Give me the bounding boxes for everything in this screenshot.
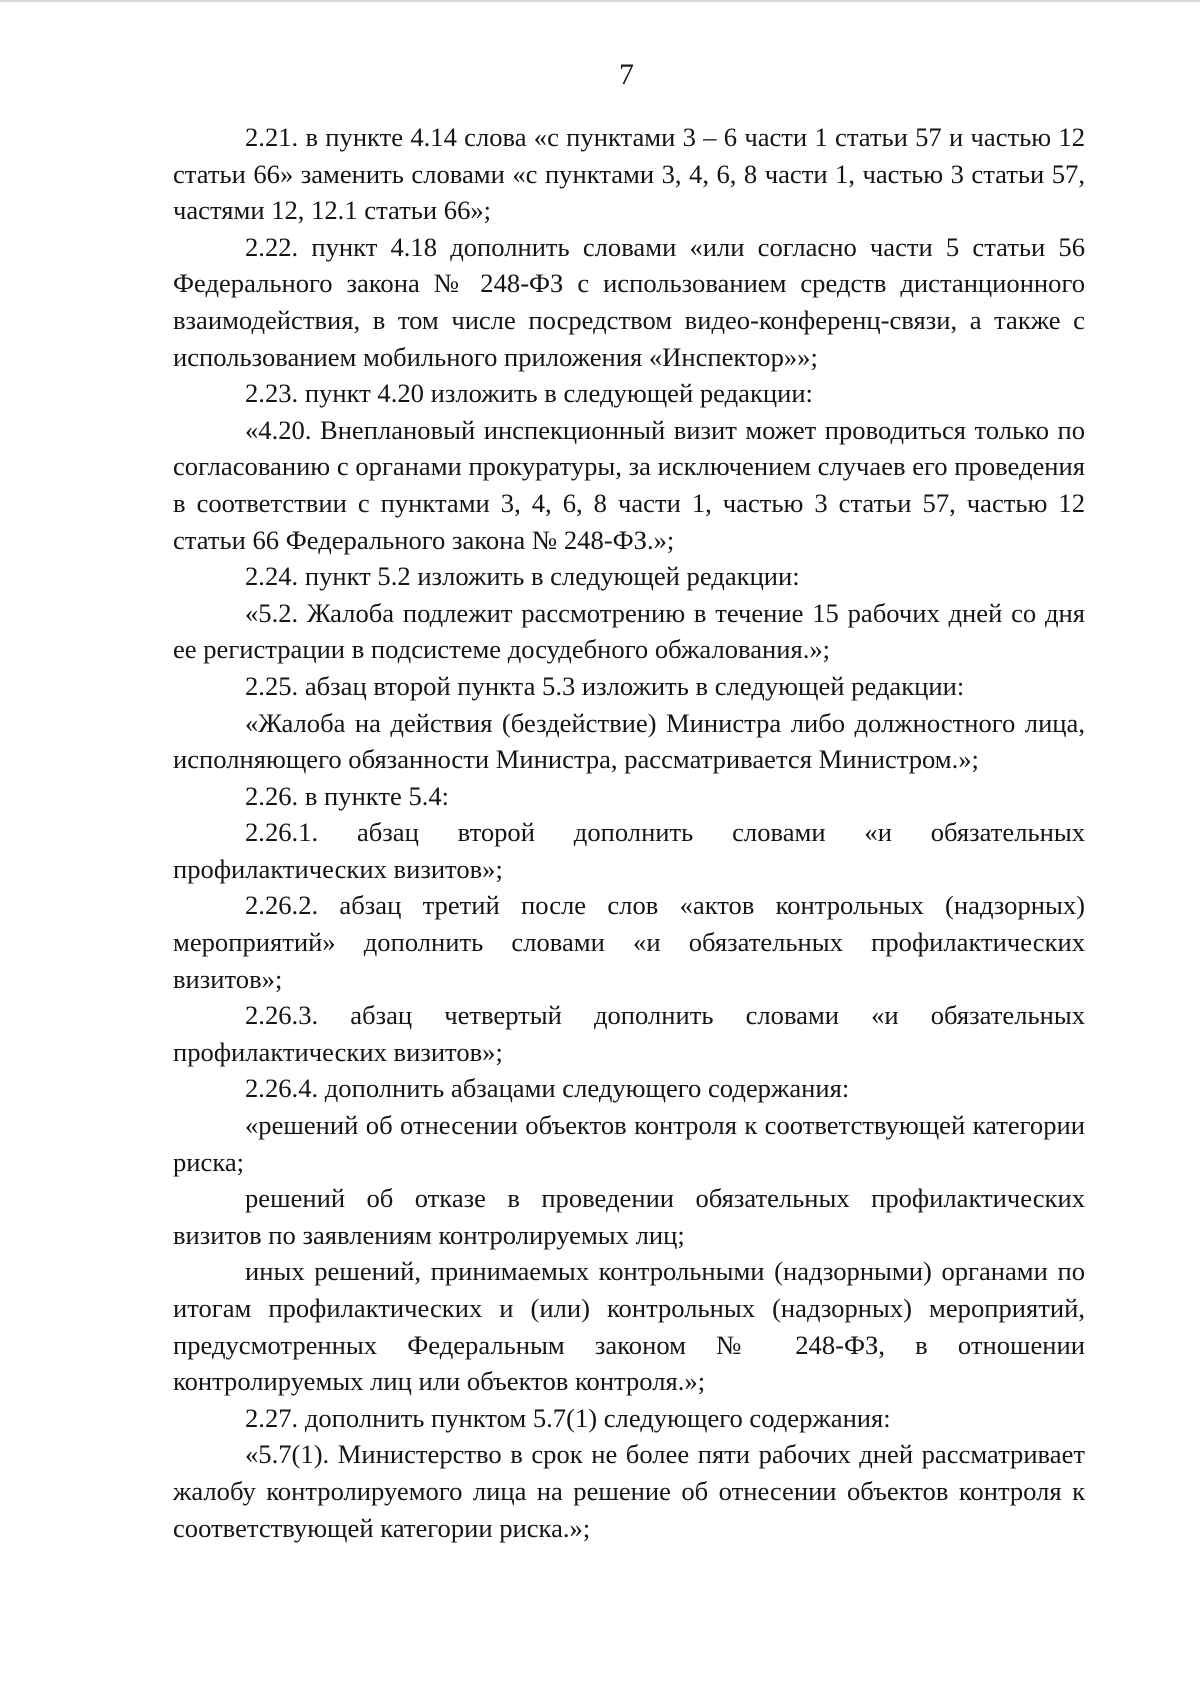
paragraph-5-3-text: «Жалоба на действия (бездействие) Министра либо должностного лица, исполняющего обязанности Министра, рассматривается Министром.»; (173, 707, 1085, 775)
paragraph-5-2-text: «5.2. Жалоба подлежит рассмотрению в течение 15 рабочих дней со дня ее регистрации в подсистеме досудебного обжалования.»; (173, 597, 1085, 665)
paragraph-2-22: 2.22. пункт 4.18 дополнить словами «или согласно части 5 статьи 56 Федерального закона № 248-ФЗ с использованием средств дистанционного взаимодействия, в том числе посредством видео-конференц-связи, а также с использованием мобильного приложения «Инспектор»»; (173, 231, 1085, 372)
paragraph-2-25: 2.25. абзац второй пункта 5.3 изложить в следующей редакции: (245, 670, 965, 701)
paragraph-new-3: иных решений, принимаемых контрольными (надзорными) органами по итогам профилактических и (или) контрольных (надзорных) мероприятий, предусмотренных Федеральным законом № 248-ФЗ, в отношении контролируемых лиц или объектов контроля.»; (173, 1256, 1085, 1397)
paragraph-new-1: «решений об отнесении объектов контроля к соответствующей категории риска; (173, 1110, 1085, 1177)
paragraph-2-27: 2.27. дополнить пунктом 5.7(1) следующего содержания: (245, 1402, 891, 1433)
paragraph-5-7-1-text: «5.7(1). Министерство в срок не более пяти рабочих дней рассматривает жалобу контролируемого лица на решение об отнесении объектов контроля к соответствующей категории риска.»; (173, 1439, 1085, 1543)
scan-edge-line (0, 0, 1200, 2)
paragraph-2-26-3: 2.26.3. абзац четвертый дополнить словами «и обязательных профилактических визитов»; (173, 1000, 1085, 1067)
paragraph-2-26-1: 2.26.1. абзац второй дополнить словами «и обязательных профилактических визитов»; (173, 817, 1085, 884)
paragraph-2-21: 2.21. в пункте 4.14 слова «с пунктами 3 – 6 части 1 статьи 57 и частью 12 статьи 66» заменить словами «с пунктами 3, 4, 6, 8 части 1, частью 3 статьи 57, частями 12, 12.1 статьи 66»; (173, 122, 1085, 226)
paragraph-4-20-text: «4.20. Внеплановый инспекционный визит может проводиться только по согласованию с органами прокуратуры, за исключением случаев его проведения в соответствии с пунктами 3, 4, 6, 8 части 1, частью 3 статьи 57, частью 12 статьи 66 Федерального закона № 248-ФЗ.»; (173, 414, 1085, 555)
paragraph-2-24: 2.24. пункт 5.2 изложить в следующей редакции: (245, 561, 800, 592)
paragraph-2-26-2: 2.26.2. абзац третий после слов «актов контрольных (надзорных) мероприятий» дополнить словами «и обязательных профилактических визитов»; (173, 890, 1085, 994)
paragraph-new-2: решений об отказе в проведении обязательных профилактических визитов по заявлениям контролируемых лиц; (173, 1183, 1085, 1250)
document-body (173, 119, 1085, 1546)
paragraph-2-26: 2.26. в пункте 5.4: (245, 780, 450, 811)
paragraph-2-26-4: 2.26.4. дополнить абзацами следующего содержания: (245, 1073, 850, 1104)
paragraph-2-23: 2.23. пункт 4.20 изложить в следующей редакции: (245, 378, 813, 409)
page-number: 7 (619, 58, 634, 91)
